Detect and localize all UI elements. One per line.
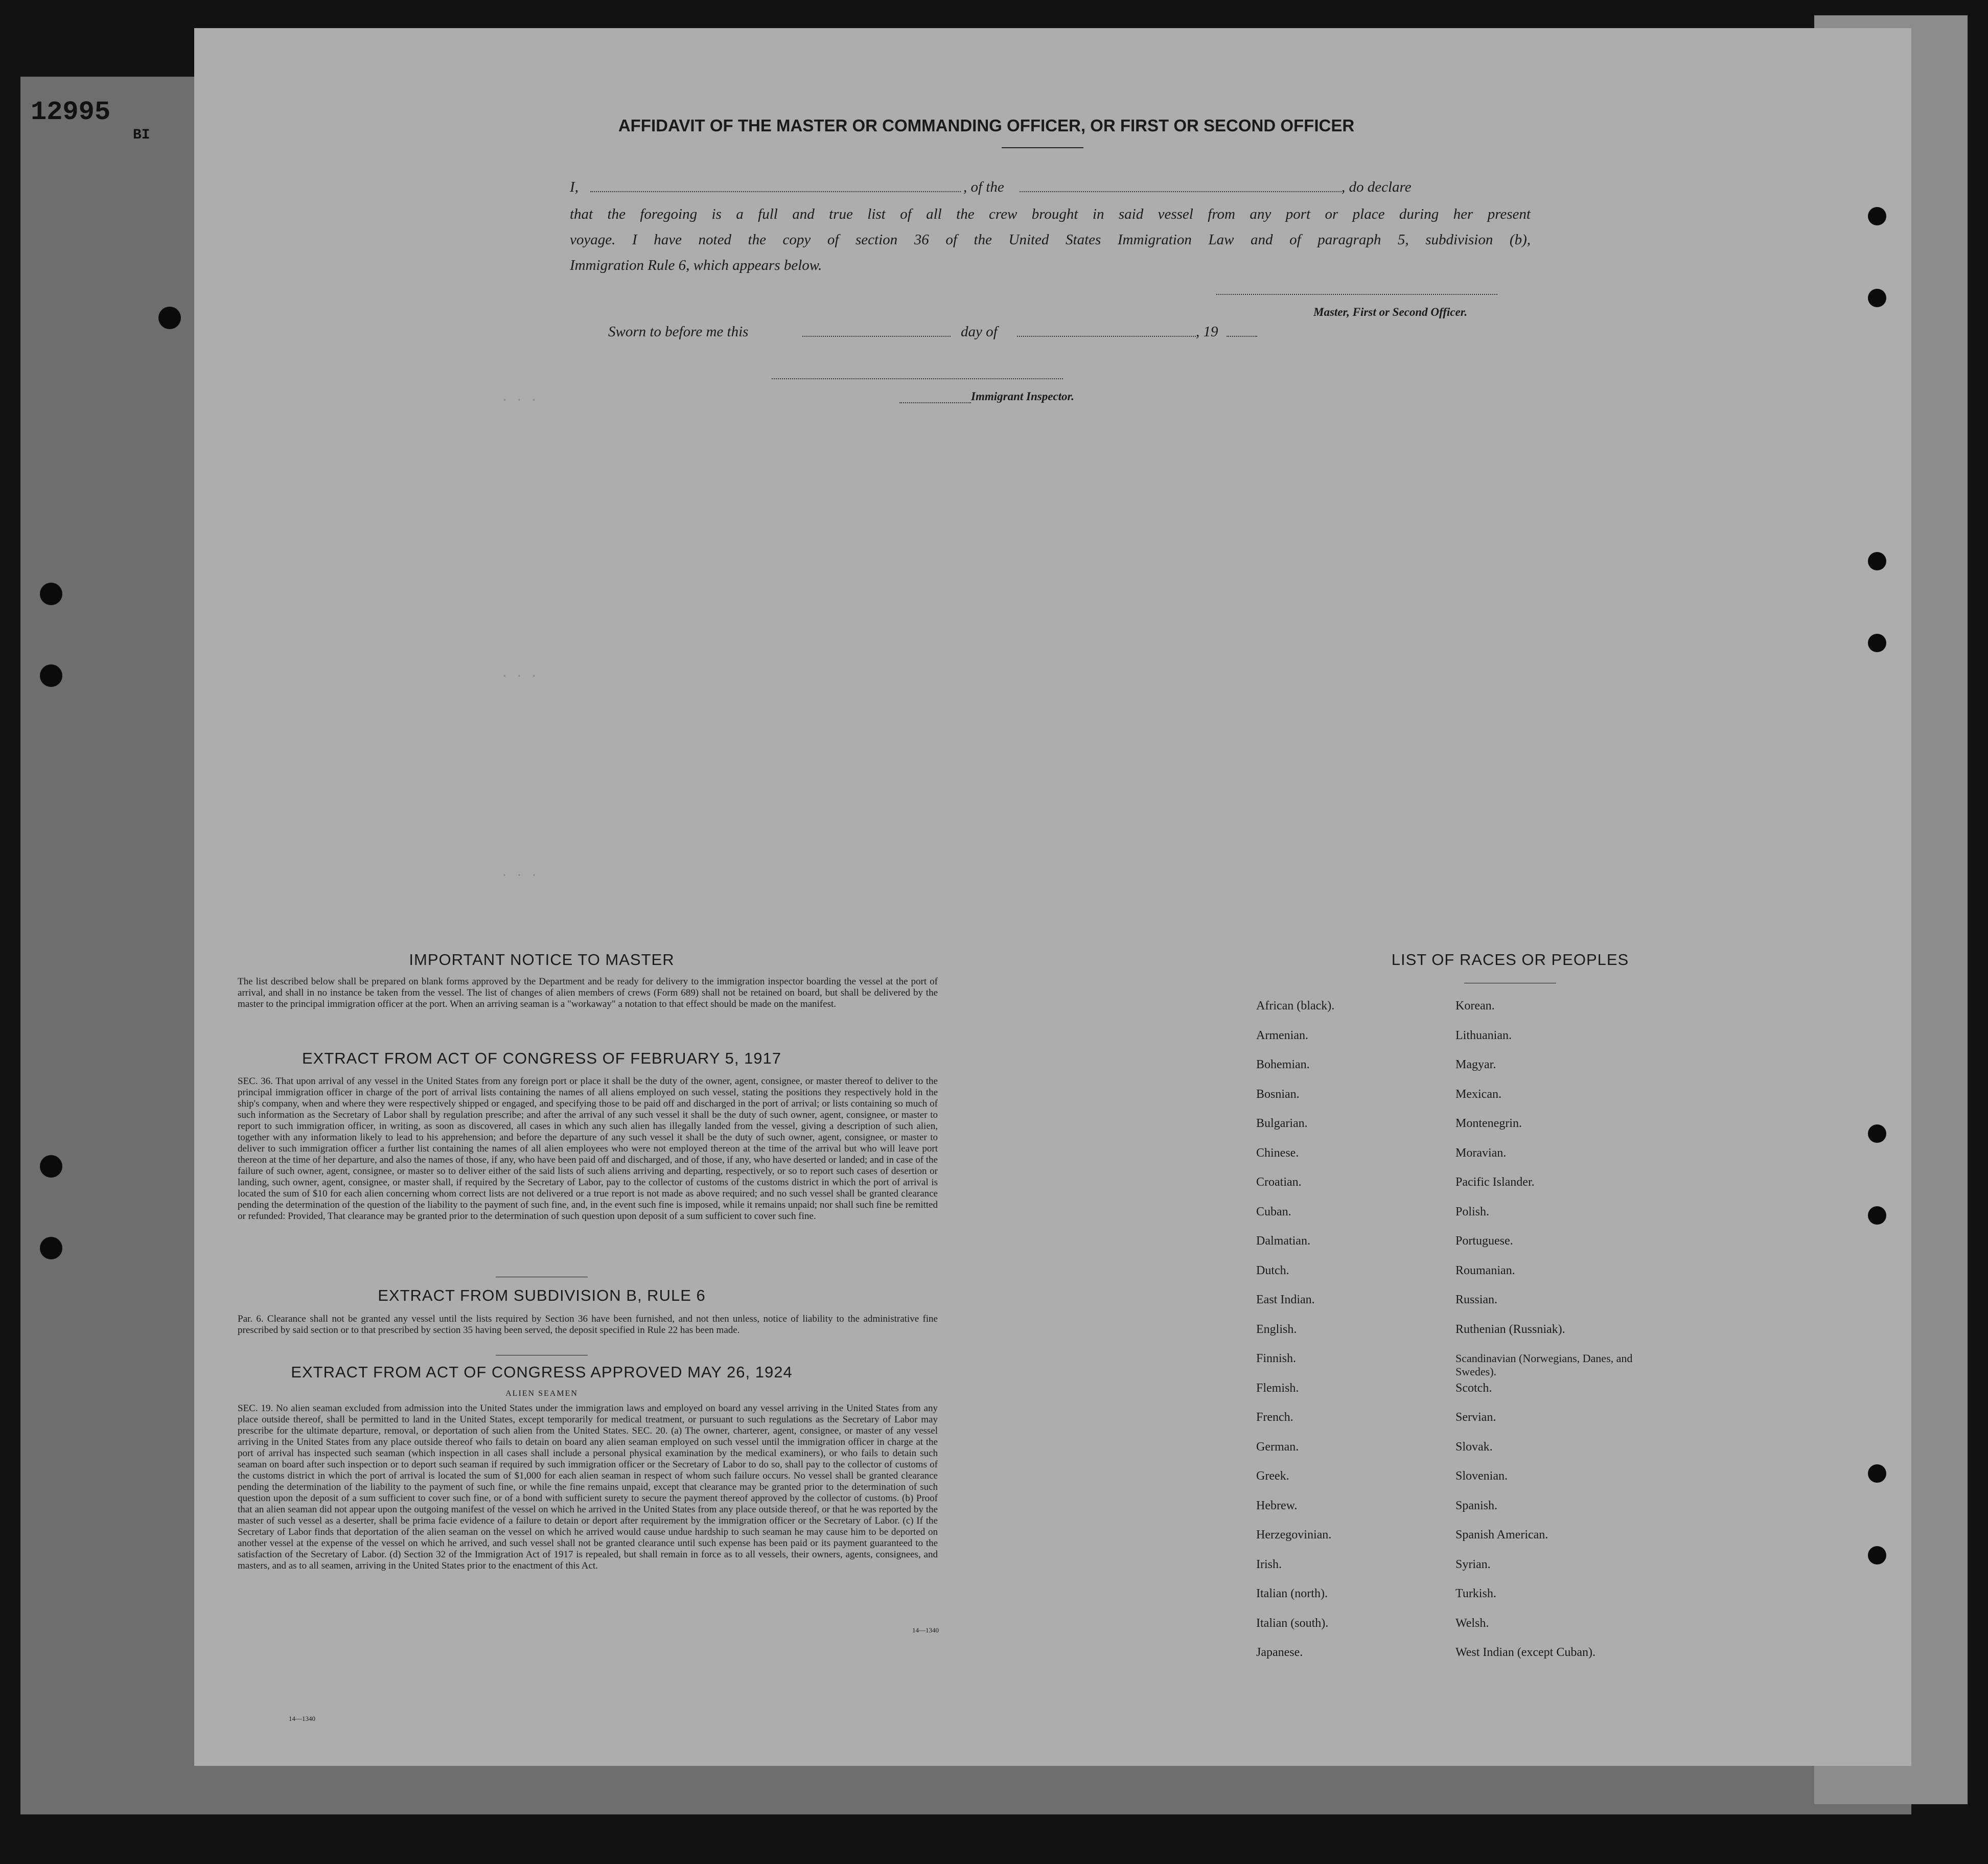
extract-1924-text: SEC. 19. No alien seaman excluded from admission into the United States under the immigration laws and employed on board any vessel arriving in the United States from any place outside thereof, shall be permitted to land in the United States, except temporarily for medical treatment, or pursuant to such regulations as the Secretary of Labor may prescribe for the ultimate departure, removal, or deportation of such alien from the United States. SEC. 20. (a) The owner, charterer, agent, consignee, or master of any vessel arriving in the United States from any place outside thereof who fails to detain on board any alien seaman employed on such vessel until the immigration officer in charge at the port of arrival has inspected such seaman (which inspection in all cases shall include a personal physical examination by the medical examiners), or who fails to detain such seaman on board after such inspection or to deport such seaman if required by such immigration officer or the Secretary of Labor to do so, shall pay to the collector of customs of the customs district in which the port of arrival is located the sum of $1,000 for each alien seaman in respect of whom such failure occurs. No vessel shall be granted clearance pending the determination of the liability to the payment of such fine, or while the fine remains unpaid, except that clearance may be granted prior to the determination of such question upon the deposit of a sum sufficient to cover such fine, or of a bond with sufficient surety to secure the payment thereof approved by the collector of customs. (b) Proof that an alien seaman did not appear upon the outgoing manifest of the vessel on which he arrived in the United States from any place outside thereof, or that he was reported by the master of such vessel as a deserter, shall be prima facie evidence of a failure to detain or deport after requirement by the immigration officer or the Secretary of Labor. (c) If the Secretary of Labor finds that deportation of the alien seaman on the vessel on which he arrived would cause undue hardship to such seaman he may cause him to be deported on another vessel at the expense of the vessel on which he arrived, and such vessel shall not be granted clearance until such expense has been paid or its payment guaranteed to the satisfaction of the Secretary of Labor. (d) Section 32 of the Immigration Act of 1917 is repealed, but shall remain in force as to all vessels, their owners, agents, consignees, and masters, and as to all seamen, arriving in the United States prior to the enactment of this Act. [238,1403,938,1571]
race-item: Finnish. [1256,1352,1297,1365]
sworn-day-field[interactable] [802,336,951,337]
race-item: Portuguese. [1455,1234,1513,1248]
alien-seamen-subtitle: ALIEN SEAMEN [505,1389,578,1398]
line1-start: I, [570,179,579,195]
race-item: Japanese. [1256,1646,1303,1659]
race-item: Dutch. [1256,1263,1289,1277]
punch-hole [40,664,62,687]
extract-1924-title: EXTRACT FROM ACT OF CONGRESS APPROVED MAY 26, 1924 [291,1363,793,1381]
race-item: Chinese. [1256,1146,1299,1160]
sworn-start: Sworn to before me this [608,324,749,340]
subdivision-title: EXTRACT FROM SUBDIVISION B, RULE 6 [378,1286,706,1304]
punch-hole [1868,1546,1886,1564]
punch-hole [1868,207,1886,225]
race-item: African (black). [1256,999,1335,1012]
bleed-through-mark: . . . [501,667,538,681]
vessel-name-field[interactable] [1020,191,1342,192]
affidavit-title: AFFIDAVIT OF THE MASTER OR COMMANDING OFFICER, OR FIRST OR SECOND OFFICER [618,116,1355,135]
punch-hole [40,1155,62,1178]
race-item: Cuban. [1256,1205,1291,1218]
race-item: Bulgarian. [1256,1117,1308,1130]
inspector-signature-field-2[interactable] [899,402,971,403]
race-item: Roumanian. [1455,1263,1515,1277]
race-item: Spanish American. [1455,1528,1548,1541]
inspector-label: Immigrant Inspector. [971,390,1074,403]
race-item: Ruthenian (Russniak). [1455,1322,1565,1336]
race-item: East Indian. [1256,1293,1315,1306]
bleed-through-mark: . . . [501,866,538,880]
race-item: Irish. [1256,1557,1282,1571]
race-item: Flemish. [1256,1381,1299,1395]
punch-hole [1868,634,1886,652]
race-item: Spanish. [1455,1499,1498,1512]
punch-hole [1868,289,1886,307]
notice-text: The list described below shall be prepared on blank forms approved by the Department and be ready for delivery to the immigration inspector boarding the vessel at the port of arrival, and shall in no instance be taken from the vessel. The list of changes of alien members of crews (Form 689) shall not be retained on board, but shall be delivered by the master to the principal immigration officer at the port. When an arriving seaman is a "workaway" a notation to that effect should be made on the manifest. [238,976,938,1009]
extract-1917-text: SEC. 36. That upon arrival of any vessel in the United States from any foreign port or place it shall be the duty of the owner, agent, consignee, or master thereof to deliver to the principal immigration officer in charge of the port of arrival lists containing the names of all aliens employed on such vessel, stating the positions they respectively hold in the ship's company, when and where they were respectively shipped or engaged, and specifying those to be paid off and discharged in the port of arrival; or lists containing so much of such information as the Secretary of Labor shall by regulation prescribe; and after the arrival of any such vessel it shall be the duty of such owner, agent, consignee, or master to report to such immigration officer, in writing, as soon as discovered, all cases in which any such alien has illegally landed from the vessel, giving a description of such alien, together with any information likely to lead to his apprehension; and before the departure of any such vessel it shall be the duty of such owner, agent, consignee, or master to deliver to such immigration officer a further list containing the names of all alien employees who were not employed thereon at the time of the arrival but who will leave port thereon at the time of her departure, and also the names of those, if any, who have been paid off and discharged, and of those, if any, who have deserted or landed; and in case of the failure of such owner, agent, consignee, or master so to deliver either of the said lists of such aliens arriving and departing, respectively, or so to report such cases of desertion or landing, such owner, agent, consignee, or master shall, if required by the Secretary of Labor, pay to the collector of customs of the customs district in which the port of arrival is located the sum of $10 for each alien concerning whom correct lists are not delivered or a true report is not made as above required; and no such vessel shall be granted clearance pending the determination of the question of the liability to the payment of such fine, and, in the event such fine is imposed, while it remains unpaid; nor shall such fine be remitted or refunded: Provided, That clearance may be granted prior to the determination of such question upon deposit of a sum sufficient to cover such fine. [238,1076,938,1222]
race-item: Russian. [1455,1293,1498,1306]
notice-title: IMPORTANT NOTICE TO MASTER [409,951,675,969]
race-item: Syrian. [1455,1557,1491,1571]
sworn-mid: day of [961,324,998,340]
race-item: Korean. [1455,999,1495,1012]
race-item: Montenegrin. [1455,1117,1522,1130]
race-item: Hebrew. [1256,1499,1298,1512]
race-item: Croatian. [1256,1176,1302,1189]
punch-hole [1868,1464,1886,1483]
race-item: Italian (south). [1256,1616,1329,1630]
race-item: Greek. [1256,1469,1289,1483]
race-item: Slovak. [1455,1440,1493,1454]
master-signature-label: Master, First or Second Officer. [1313,306,1468,318]
races-column-1 [1256,999,1440,1675]
race-item: Scotch. [1455,1381,1492,1395]
line1-mid: , of the [963,179,1004,195]
sworn-year-field[interactable] [1227,336,1257,337]
inspector-signature-field[interactable] [772,378,1063,379]
stamp-number: 12995 [31,97,111,127]
punch-hole [1868,1124,1886,1143]
affidavit-line2: that the foregoing is a full and true list of all the crew brought in said vessel from any port or place during her present [570,206,1531,222]
punch-hole [1868,1206,1886,1225]
punch-hole [40,583,62,605]
title-rule [1002,147,1083,148]
race-item: Mexican. [1455,1087,1501,1101]
affidavit-line3: voyage. I have noted the copy of section 36 of the United States Immigration Law and of paragraph 5, subdivision (b), [570,232,1531,248]
race-item: Servian. [1455,1411,1496,1424]
race-item: Bohemian. [1256,1058,1310,1071]
races-column-2 [1455,999,1675,1675]
race-item: Dalmatian. [1256,1234,1310,1248]
punch-hole [158,307,181,329]
race-item: Lithuanian. [1455,1028,1512,1042]
vessel-master-field[interactable] [590,191,961,192]
line1-end: , do declare [1342,179,1412,195]
race-item: Bosnian. [1256,1087,1300,1101]
bleed-through-mark: . . . [501,391,538,405]
race-item: French. [1256,1411,1293,1424]
race-item: Scandinavian (Norwegians, Danes, and Swedes). [1455,1352,1633,1378]
affidavit-line4: Immigration Rule 6, which appears below. [570,257,822,273]
sworn-month-field[interactable] [1017,336,1196,337]
affidavit-page [194,28,1911,1766]
race-item: Italian (north). [1256,1587,1328,1600]
race-item: Turkish. [1455,1587,1496,1600]
stamp-fragment: BI [133,127,150,143]
form-number: 14—1340 [912,1626,939,1634]
race-item: Welsh. [1455,1616,1489,1630]
edge-stamp [31,97,194,153]
race-item: Armenian. [1256,1028,1308,1042]
master-signature-field[interactable] [1216,294,1497,295]
footer-form-number: 14—1340 [289,1715,315,1722]
race-item: Moravian. [1455,1146,1507,1160]
race-item: Herzegovinian. [1256,1528,1332,1541]
punch-hole [40,1237,62,1259]
race-item: English. [1256,1322,1297,1336]
subdivision-text: Par. 6. Clearance shall not be granted any vessel until the lists required by Section 36 have been furnished, and not then unless, notice of liability to the administrative fine prescribed by said section or to that prescribed by section 35 having been served, the deposit specified in Rule 22 has been made. [238,1314,938,1336]
race-item: German. [1256,1440,1299,1454]
race-item: Slovenian. [1455,1469,1508,1483]
punch-hole [1868,552,1886,570]
race-item: Pacific Islander. [1455,1176,1535,1189]
race-item: Polish. [1455,1205,1490,1218]
race-item: West Indian (except Cuban). [1455,1646,1596,1659]
extract-1917-title: EXTRACT FROM ACT OF CONGRESS OF FEBRUARY 5, 1917 [302,1049,782,1067]
sworn-end: , 19 [1196,324,1218,340]
race-item: Magyar. [1455,1058,1496,1071]
races-title: LIST OF RACES OR PEOPLES [1391,951,1629,969]
